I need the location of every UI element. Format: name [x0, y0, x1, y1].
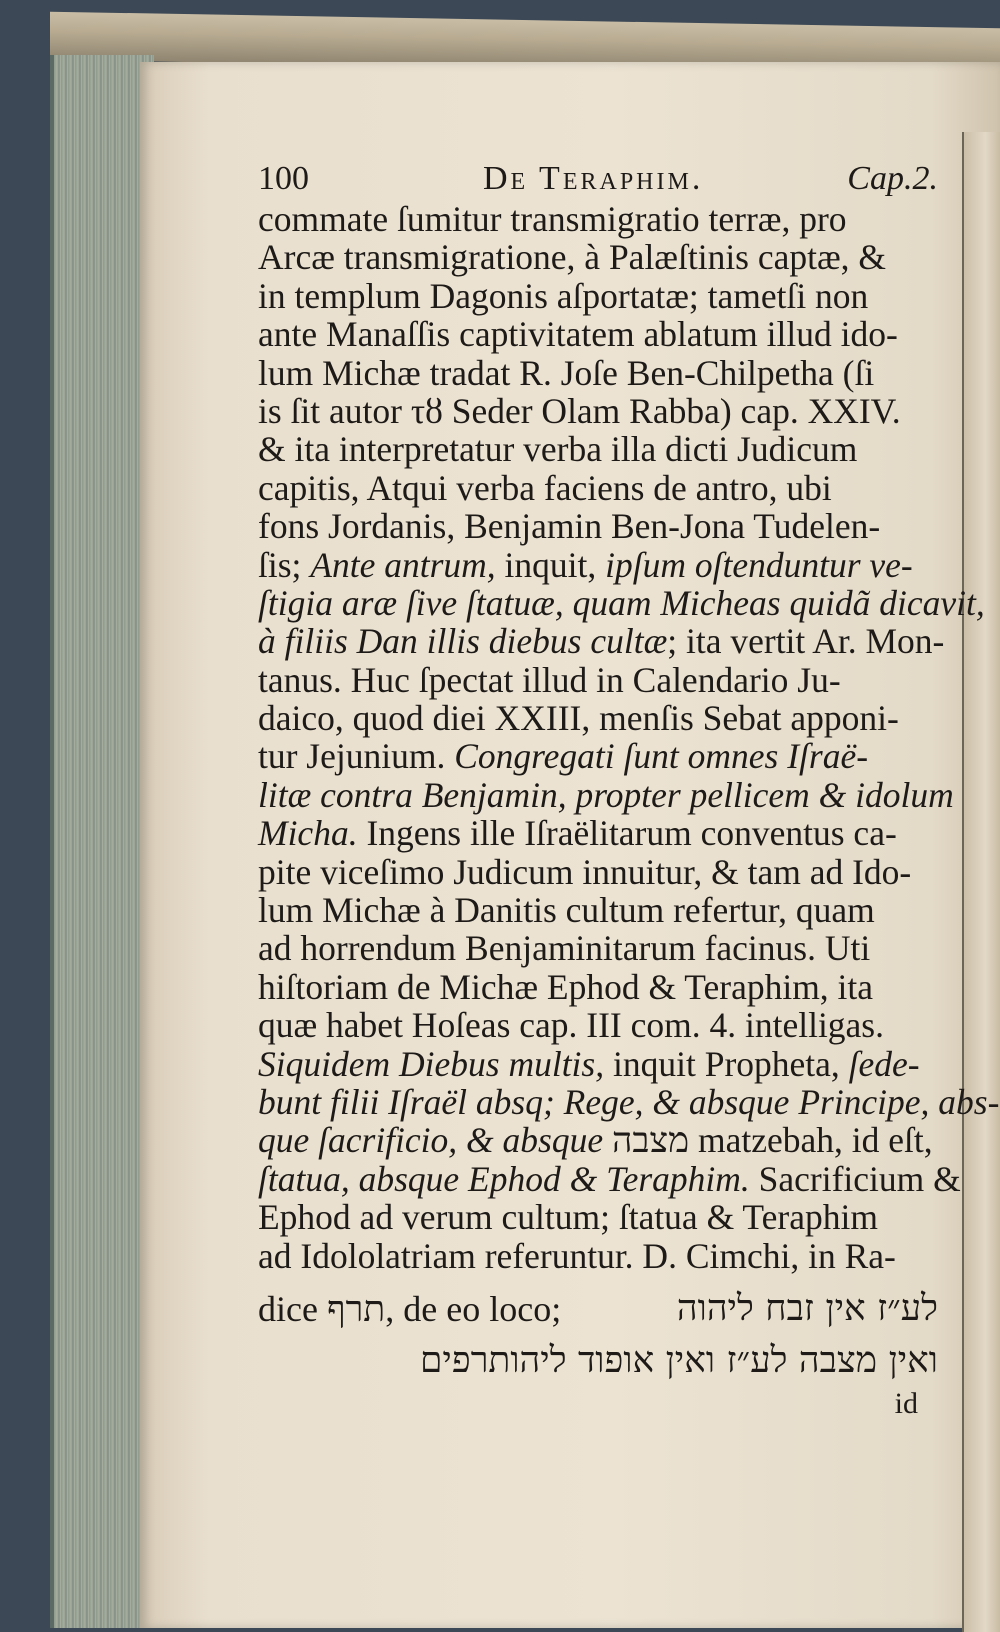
roman-text: ; ita vertit Ar. Mon-	[667, 621, 945, 662]
text-line	[258, 392, 938, 430]
text-line	[258, 315, 938, 353]
roman-text: Arcæ transmigratione, à Palæſtinis captæ, &	[258, 237, 887, 278]
roman-text: Ephod ad verum cultum; ſtatua & Teraphim	[258, 1197, 878, 1238]
text-line	[258, 582, 985, 623]
running-header	[258, 160, 938, 200]
text-line	[258, 1006, 938, 1044]
roman-text: quæ habet Hoſeas cap. III com. 4. intelligas.	[258, 1005, 884, 1046]
text-line	[258, 699, 938, 737]
text-line	[258, 621, 945, 662]
roman-text: fons Jordanis, Benjamin Ben-Jona Tudelen-	[258, 506, 881, 547]
text-line	[258, 1198, 938, 1236]
running-title: De Teraphim.	[482, 160, 704, 197]
text-line	[258, 1237, 938, 1275]
roman-text: tur Jejunium.	[258, 736, 455, 777]
italic-text: Ante antrum,	[310, 544, 496, 585]
page-text	[258, 160, 1000, 1421]
hebrew-text: לע״ז אין זבח ליהוה	[676, 1287, 938, 1329]
text-line	[258, 1045, 938, 1083]
italic-text: Congregati ſunt omnes Iſraë-	[454, 736, 869, 777]
text-line	[258, 968, 938, 1006]
italic-text: ipſum oſtenduntur ve-	[605, 544, 913, 585]
text-line	[258, 507, 938, 545]
italic-text: ſtatua, absque Ephod & Teraphim.	[258, 1158, 750, 1199]
roman-text: daico, quod diei XXIII, menſis Sebat apponi-	[258, 698, 899, 739]
text-line	[258, 929, 938, 967]
text-line	[258, 238, 938, 276]
catchword: id	[894, 1386, 918, 1420]
text-line	[258, 1081, 1000, 1122]
italic-text: que ſacrificio, & absque	[258, 1120, 612, 1161]
text-line	[258, 774, 954, 815]
italic-text: Micha.	[258, 813, 358, 854]
roman-text: tanus. Huc ſpectat illud in Calendario Ju-	[258, 659, 841, 700]
roman-text: lum Michæ tradat R. Joſe Ben-Chilpetha (ſi	[258, 352, 875, 393]
italic-text: ſtigia aræ ſive ſtatuæ, quam Micheas quidã dicavit,	[258, 582, 985, 623]
roman-text: ante Manaſſis captivitatem ablatum illud ido-	[258, 314, 898, 355]
roman-text: capitis, Atqui verba faciens de antro, ubi	[258, 467, 832, 508]
book-page-edges	[50, 55, 154, 1628]
roman-text: ſis;	[258, 544, 311, 585]
body-text	[258, 199, 1000, 1276]
hebrew-text: ואין מצבה לע״ז ואין אופוד ליהותרפים	[419, 1339, 938, 1381]
text-line	[258, 430, 938, 468]
roman-text: Ingens ille Iſraëlitarum conventus ca-	[357, 813, 897, 854]
latin-text: dice תרף, de eo loco;	[258, 1288, 562, 1329]
hebrew-line	[258, 1283, 938, 1335]
italic-text: litæ contra Benjamin, propter pellicem & idolum	[258, 774, 954, 815]
roman-text: lum Michæ à Danitis cultum refertur, quam	[258, 890, 875, 931]
roman-text: in templum Dagonis aſportatæ; tametſi non	[258, 275, 869, 316]
roman-text: ad horrendum Benjaminitarum facinus. Uti	[258, 928, 871, 969]
text-line	[258, 354, 938, 392]
italic-text: ſede-	[848, 1043, 920, 1084]
roman-text: ad Idololatriam referuntur. D. Cimchi, in Ra-	[258, 1235, 896, 1276]
italic-text: Siquidem Diebus multis,	[258, 1043, 605, 1084]
text-line	[258, 853, 938, 891]
facing-page-edge	[962, 132, 1000, 1632]
roman-text: מצבה	[611, 1120, 690, 1161]
hebrew-line	[258, 1335, 938, 1387]
italic-text: bunt filii Iſraël absq; Rege, & absque Principe, abs-	[258, 1081, 1000, 1122]
text-line	[258, 546, 938, 584]
chapter-label: Cap.2.	[847, 160, 938, 197]
roman-text: inquit Propheta,	[604, 1043, 849, 1084]
roman-text: matzebah, id eſt,	[689, 1120, 933, 1161]
text-line	[258, 469, 938, 507]
text-line	[258, 737, 938, 775]
roman-text: pite viceſimo Judicum innuitur, & tam ad Ido-	[258, 851, 912, 892]
page-number: 100	[258, 160, 309, 197]
roman-text: hiſtoriam de Michæ Ephod & Teraphim, ita	[258, 966, 874, 1007]
italic-text: à filiis Dan illis diebus cultæ	[258, 621, 668, 662]
roman-text: inquit,	[495, 544, 606, 585]
text-line	[258, 891, 938, 929]
hebrew-quotation	[258, 1283, 938, 1387]
roman-text: & ita interpretatur verba illa dicti Judicum	[258, 429, 858, 470]
text-line	[258, 1121, 938, 1159]
roman-text: Sacrificium &	[749, 1158, 961, 1199]
text-line	[258, 1158, 961, 1199]
roman-text: commate ſumitur transmigratio terræ, pro	[258, 199, 847, 239]
text-line	[258, 200, 938, 238]
text-line	[258, 661, 938, 699]
text-line	[258, 814, 938, 852]
roman-text: is ſit autor τȣ Seder Olam Rabba) cap. XXIV.	[258, 390, 901, 431]
text-line	[258, 277, 938, 315]
